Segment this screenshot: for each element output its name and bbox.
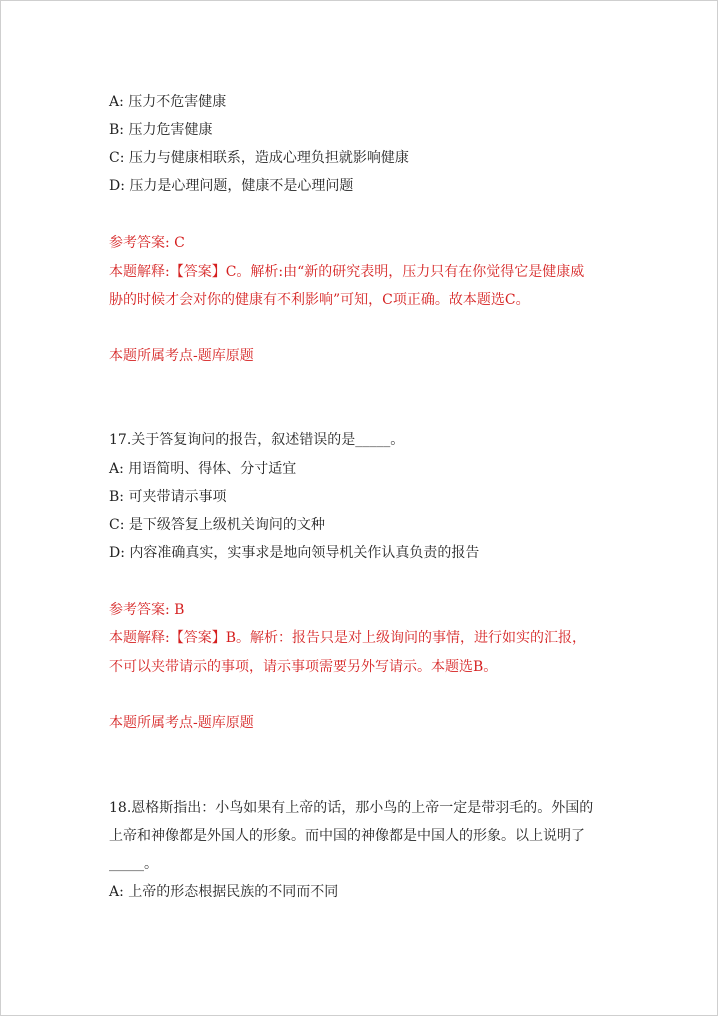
q17-explanation-line-2: 不可以夹带请示的事项，请示事项需要另外写请示。本题选B。 (109, 659, 498, 675)
q17-source: 本题所属考点-题库原题 (109, 715, 254, 731)
q17-option-c: C: 是下级答复上级机关询问的文种 (109, 517, 325, 533)
q17-option-b: B: 可夹带请示事项 (109, 489, 227, 505)
q16-option-a: A: 压力不危害健康 (109, 94, 227, 110)
q18-question-line-2: 上帝和神像都是外国人的形象。而中国的神像都是中国人的形象。以上说明了 (109, 828, 585, 844)
q16-option-c: C: 压力与健康相联系，造成心理负担就影响健康 (109, 150, 409, 166)
q18-question-line-3: _____。 (109, 856, 158, 872)
q16-option-d: D: 压力是心理问题，健康不是心理问题 (109, 178, 354, 194)
q16-answer: 参考答案: C (109, 235, 185, 251)
q17-explanation-line-1: 本题解释:【答案】B。解析：报告只是对上级询问的事情，进行如实的汇报， (109, 630, 587, 646)
q16-option-b: B: 压力危害健康 (109, 122, 213, 138)
q18-question-line-1: 18.恩格斯指出：小鸟如果有上帝的话，那小鸟的上帝一定是带羽毛的。外国的 (109, 800, 594, 816)
q16-source: 本题所属考点-题库原题 (109, 348, 254, 364)
q18-option-a: A: 上帝的形态根据民族的不同而不同 (109, 884, 339, 900)
q17-answer: 参考答案: B (109, 602, 185, 618)
q16-explanation-line-1: 本题解释:【答案】C。解析:由“新的研究表明，压力只有在你觉得它是健康威 (109, 264, 585, 280)
q17-question: 17.关于答复询问的报告，叙述错误的是_____。 (109, 432, 405, 448)
q17-option-d: D: 内容准确真实，实事求是地向领导机关作认真负责的报告 (109, 545, 480, 561)
q16-explanation-line-2: 胁的时候才会对你的健康有不利影响”可知，C项正确。故本题选C。 (109, 292, 530, 308)
q17-option-a: A: 用语简明、得体、分寸适宜 (109, 461, 297, 477)
